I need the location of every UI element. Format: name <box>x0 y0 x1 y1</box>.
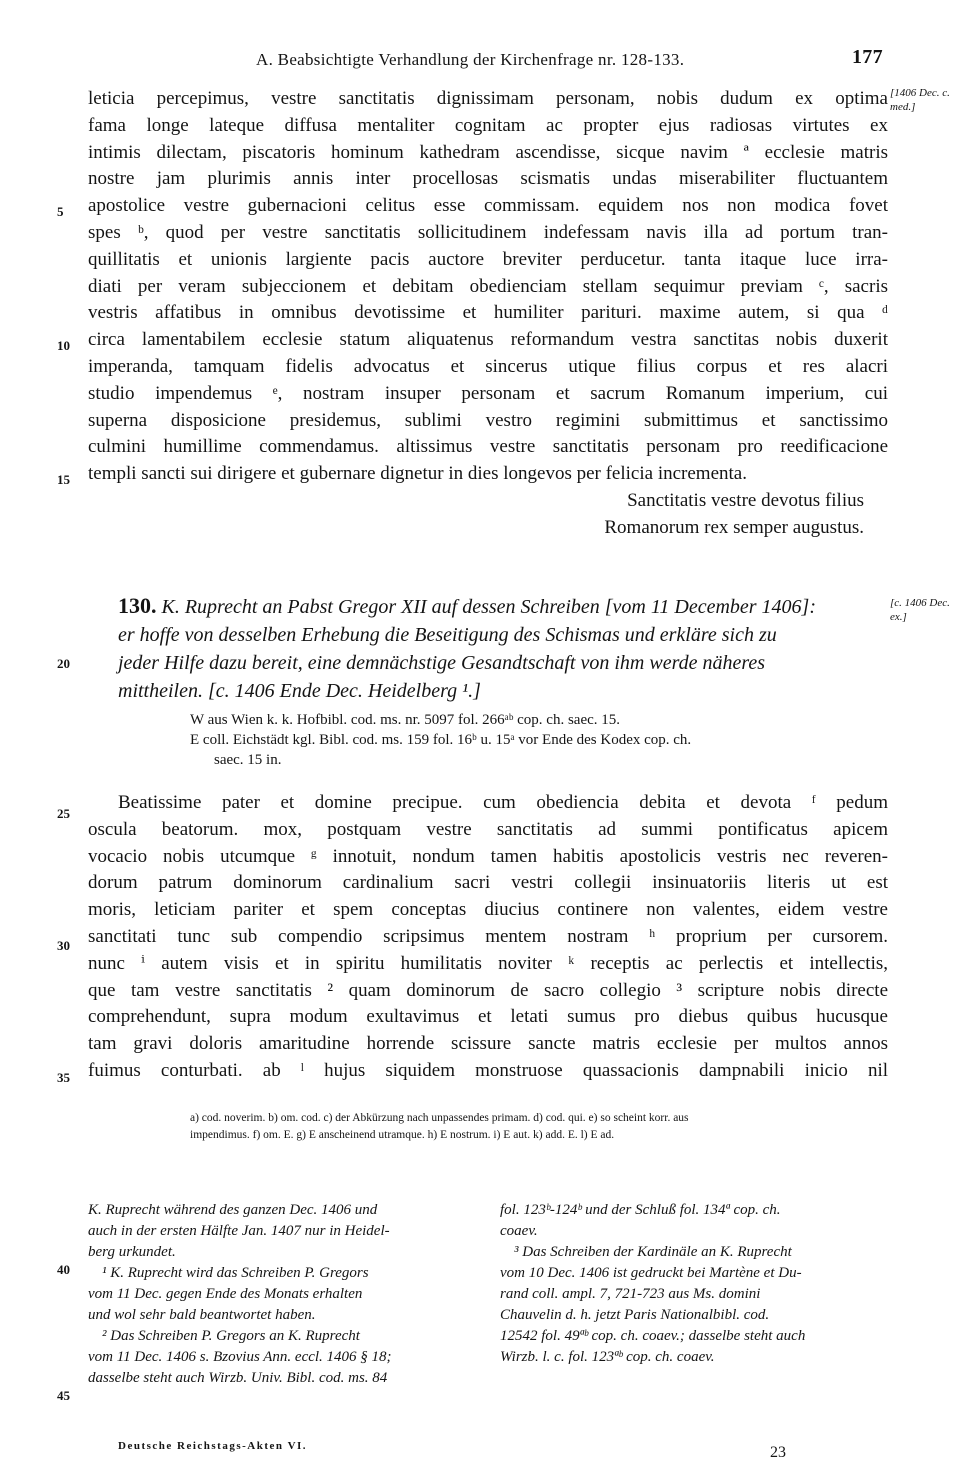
heading-line: jeder Hilfe dazu bereit, eine demnächstige Gesandtschaft von ihm werde näheres <box>118 652 766 674</box>
text-line: moris, leticiam pariter et spem conceptas diucius continere non valentes, eidem vestre <box>88 899 888 921</box>
line-number: 30 <box>57 938 70 953</box>
text-line: leticia percepimus, vestre sanctitatis dignissimam personam, nobis dudum ex optima <box>88 88 888 109</box>
running-title: A. Beabsichtigte Verhandlung der Kirchenfrage nr. 128-133. <box>256 50 685 69</box>
source-line: W aus Wien k. k. Hofbibl. cod. ms. nr. 5097 fol. 266ᵃᵇ cop. ch. saec. 15. <box>190 712 621 728</box>
text-line: circa lamentabilem ecclesie statum aliquatenus reformandum vestra sanctitas nobis duxerit <box>88 329 888 351</box>
line-number: 40 <box>57 1262 70 1277</box>
text-line: fuimus conturbati. ab ˡ hujus siquidem monstruose quassacionis dampnabili inicio nil <box>88 1059 888 1081</box>
critical-apparatus <box>190 1110 890 1144</box>
heading-line: er hoffe von desselben Erhebung die Beseitigung des Schismas und erkläre sich zu <box>118 624 777 646</box>
text-line: quillitatis et unionis largiente pacis auctore breviter perducetur. tanta itaque luce irra- <box>88 248 888 270</box>
footnote-line: coaev. <box>500 1223 538 1239</box>
footnote-line: 12542 fol. 49ªᵇ cop. ch. coaev.; dasselbe steht auch <box>500 1328 806 1344</box>
footnote-line: vom 10 Dec. 1406 ist gedruckt bei Martène et Du- <box>500 1265 802 1281</box>
document-heading <box>118 592 888 705</box>
footnotes-right-column <box>500 1200 900 1368</box>
page-number: 177 <box>852 46 883 68</box>
text-line: tam gravi doloris amaritudine horrende scissure sancte matris ecclesie per multos annos <box>88 1033 888 1055</box>
letter-two-text <box>88 790 888 1085</box>
letter-one-text <box>88 86 888 542</box>
line-number: 20 <box>57 656 70 671</box>
footnote-line: ³ Das Schreiben der Kardinäle an K. Ruprecht <box>514 1244 792 1260</box>
footnote-line: und wol sehr bald beantwortet haben. <box>88 1307 316 1323</box>
footnote-line: dasselbe steht auch Wirzb. Univ. Bibl. cod. ms. 84 <box>88 1370 388 1386</box>
footnote-line: vom 11 Dec. 1406 s. Bzovius Ann. eccl. 1406 § 18; <box>88 1349 392 1365</box>
line-number: 45 <box>57 1388 70 1403</box>
date-margin-note: [1406 Dec. c. med.] <box>890 87 950 113</box>
text-line: imperanda, tamquam fidelis advocatus et sincerus utique filius corpus et res alacri <box>88 355 888 377</box>
footnote-line: K. Ruprecht während des ganzen Dec. 1406 und <box>88 1202 378 1218</box>
source-line: saec. 15 in. <box>214 752 282 768</box>
text-line: culmini humillime commendamus. altissimus vestre sanctitatis personam pro reedificacione <box>88 436 888 458</box>
sheet-number: 23 <box>770 1444 786 1461</box>
text-line: apostolice vestre gubernacioni celitus esse commissam. equidem nos non modica fovet <box>88 195 888 217</box>
closing-line: Sanctitatis vestre devotus filius <box>627 489 864 511</box>
line-number: 5 <box>57 204 64 219</box>
text-line: studio impendemus ᵉ, nostram insuper personam et sacrum Romanum imperium, cui <box>88 382 888 404</box>
footnote-line: fol. 123ᵇ-124ᵇ und der Schluß fol. 134ª cop. ch. <box>500 1202 781 1218</box>
source-line: E coll. Eichstädt kgl. Bibl. cod. ms. 159 fol. 16ᵇ u. 15ᵃ vor Ende des Kodex cop. ch. <box>190 732 692 748</box>
date-margin-note: [c. 1406 Dec. ex.] <box>890 597 950 623</box>
text-line: vocacio nobis utcumque ᵍ innotuit, nondum tamen habitis apostolicis vestris nec reveren- <box>88 845 888 867</box>
text-line: superna disposicione presidemus, sublimi vestro regimini submittimus et sanctissimo <box>88 409 888 431</box>
footnote-line: Wirzb. l. c. fol. 123ªᵇ cop. ch. coaev. <box>500 1349 715 1365</box>
text-line: vestris affatibus in omnibus devotissime et humiliter parituri. maxime autem, si qua ᵈ <box>88 302 888 324</box>
footnote-line: berg urkundet. <box>88 1244 176 1260</box>
footnote-line: rand coll. ampl. 7, 721-723 aus Ms. domini <box>500 1286 761 1302</box>
footnote-line: Chauvelin d. h. jetzt Paris Nationalbibl. cod. <box>500 1307 770 1323</box>
text-line: sanctitati tunc sub compendio scripsimus mentem nostram ʰ proprium per cursorem. <box>88 925 888 947</box>
text-line: dorum patrum dominorum cardinalium sacri vestri collegii insinuatoriis literis ut est <box>88 872 888 894</box>
text-line: comprehendunt, supra modum exultavimus et letati sumus pro diebus quibus hucusque <box>88 1006 888 1028</box>
printer-signature: Deutsche Reichstags-Akten VI. <box>118 1440 308 1452</box>
text-line: nostre jam plurimis annis inter procellosas scismatis undas miserabiliter fluctuantem <box>88 168 888 190</box>
text-line: oscula beatorum. mox, postquam vestre sanctitatis ad summi pontificatus apicem <box>88 818 888 840</box>
apparatus-line: impendimus. f) om. E. g) E anscheinend utramque. h) E nostrum. i) E aut. k) add. E. l) E ad. <box>190 1129 615 1141</box>
line-number: 35 <box>57 1070 70 1085</box>
text-line: Beatissime pater et domine precipue. cum obediencia debita et devota ᶠ pedum <box>118 792 888 813</box>
text-line: nunc ⁱ autem visis et in spiritu humilitatis noviter ᵏ receptis ac perlectis et intellectis, <box>88 952 888 974</box>
text-line: que tam vestre sanctitatis ² quam dominorum de sacro collegio ³ scripture nobis directe <box>88 979 888 1001</box>
text-line: diati per veram subjeccionem et debitam obedienciam stellam sequimur previam ᶜ, sacris <box>88 275 888 297</box>
footnotes-left-column <box>88 1200 488 1389</box>
footnote-line: vom 11 Dec. gegen Ende des Monats erhalten <box>88 1286 363 1302</box>
line-number: 15 <box>57 472 70 487</box>
source-list <box>190 710 890 770</box>
heading-text: K. Ruprecht an Pabst Gregor XII auf dessen Schreiben [vom 11 December 1406]: <box>161 596 816 618</box>
heading-line: mittheilen. [c. 1406 Ende Dec. Heidelberg ¹.] <box>118 680 481 702</box>
heading-line <box>118 592 888 621</box>
line-number: 10 <box>57 338 70 353</box>
document-number: 130. <box>118 593 157 618</box>
text-line: templi sancti sui dirigere et gubernare dignetur in dies longevos per felicia incrementa. <box>88 463 747 485</box>
closing-line: Romanorum rex semper augustus. <box>604 516 864 538</box>
footnote-line: ² Das Schreiben P. Gregors an K. Ruprecht <box>102 1328 360 1344</box>
text-line: intimis dilectam, piscatoris hominum kathedram ascendisse, sicque navim ª ecclesie matris <box>88 141 888 163</box>
apparatus-line: a) cod. noverim. b) om. cod. c) der Abkürzung nach unpassendes primam. d) cod. qui. e) so scheint korr. aus <box>190 1112 689 1124</box>
footnote-line: ¹ K. Ruprecht wird das Schreiben P. Gregors <box>102 1265 369 1281</box>
text-line: spes ᵇ, quod per vestre sanctitatis sollicitudinem indefessam navis illa ad portum tran- <box>88 221 888 243</box>
line-number: 25 <box>57 806 70 821</box>
text-line: fama longe lateque diffusa mentaliter cognitam ac propter ejus radiosas virtutes ex <box>88 114 888 136</box>
footnote-line: auch in der ersten Hälfte Jan. 1407 nur in Heidel- <box>88 1223 390 1239</box>
